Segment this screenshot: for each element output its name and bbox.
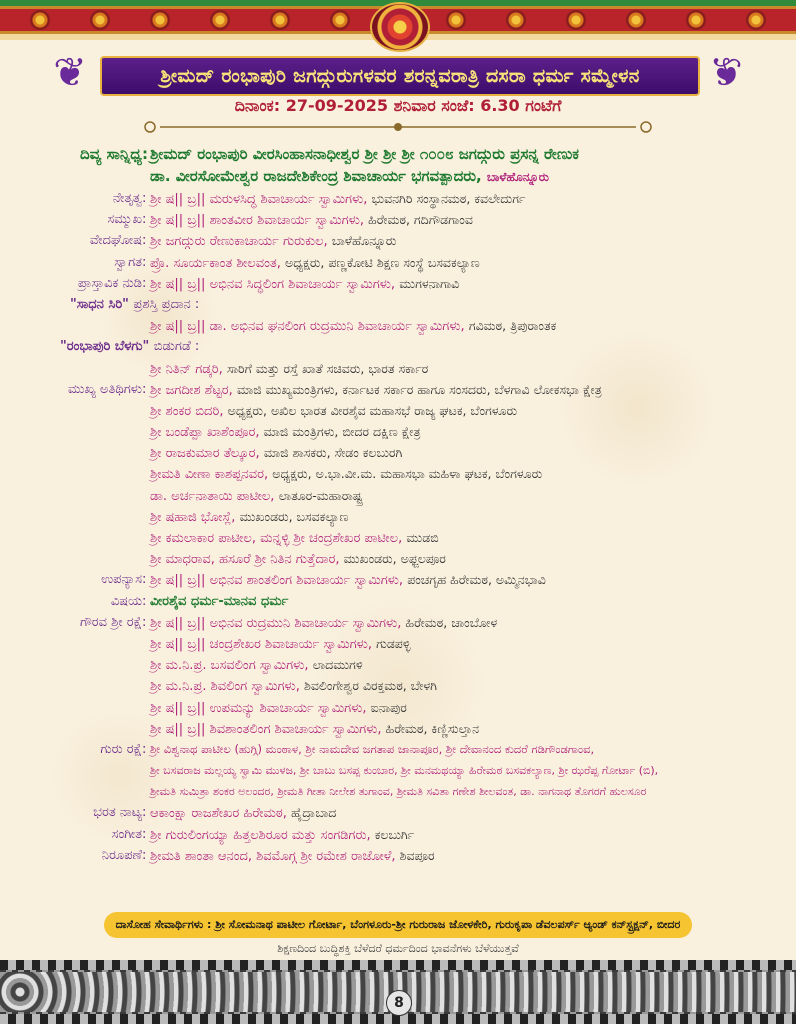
row-name: ಶ್ರೀ ಷ|| ಬ್ರ|| ಉಪಮನ್ಯು ಶಿವಾಚಾರ್ಯ ಸ್ವಾಮಿಗಳು,: [150, 700, 367, 716]
sadhana-title-row: [0, 294, 796, 315]
guest-row: [0, 548, 796, 569]
row-place: ಶಿವಪೂರ: [399, 847, 435, 863]
sadhana-row: [0, 315, 796, 336]
row-label: ಸಂಗೀತ: [111, 826, 142, 842]
flower-ornament-icon: [686, 10, 706, 30]
guest-row: [0, 527, 796, 548]
program-row: ಸ್ವಾಗತ : ಪ್ರೊ. ಸೂರ್ಯಕಾಂತ ಶೀಲವಂತ, ಅಧ್ಯಕ್ಷರು, ಪಣ್ಣಕೋಟಿ ಶಿಕ್ಷಣ ಸಂಸ್ಥೆ ಬಸವಕಲ್ಯಾಣ: [0, 252, 796, 273]
page-number: 8: [386, 990, 412, 1016]
row-place: ಹಿರೇಮಠ, ಕಿಣ್ಣಿಸುಲ್ತಾನ: [385, 720, 480, 736]
row-name: ಶ್ರೀ ಷ|| ಬ್ರ|| ಶಾಂತವೀರ ಶಿವಾಚಾರ್ಯ ಸ್ವಾಮಿಗಳು,: [150, 213, 364, 229]
row-name: ಶ್ರೀಮತಿ ಶಾಂತಾ ಆನಂದ, ಶಿವಮೊಗ್ಗ ಶ್ರೀ ರಮೇಶ ರಾಜೋಳೆ,: [150, 848, 396, 864]
row-label: ಸ್ವಾಗತ: [114, 254, 142, 270]
row-name: ಆಕಾಂಕ್ಷಾ ರಾಜಶೇಖರ ಹಿರೇಮಠ,: [150, 806, 287, 822]
rambhapuri-release-title: "ರಂಭಾಪುರಿ ಬೆಳಗು": [60, 339, 150, 355]
row-place: ಮುಡಬಿ: [406, 530, 439, 545]
sponsor-text: ದಾಸೋಹ ಸೇವಾರ್ಥಿಗಳು : ಶ್ರೀ ಸೋಮನಾಥ ಪಾಟೀಲ ಗೋರ್ಟಾ, ಬೆಂಗಳೂರು-ಶ್ರೀ ಗುರುರಾಜ ಜೋಳಕೇರಿ, ಗುರುಕೃಪಾ ಡೆವಲಪರ್ಸ್ ಆ್ಯಂಡ್ ಕನ್‌ಸ್ಟ್ರಕ್ಷನ್, ಬೀದರ: [115, 918, 681, 931]
row-name: ಶ್ರೀ ಷ|| ಬ್ರ|| ಮರುಳಸಿದ್ಧ ಶಿವಾಚಾರ್ಯ ಸ್ವಾಮಿಗಳು,: [150, 192, 368, 207]
sangeeta-row: ಸಂಗೀತ : ಶ್ರೀ ಗುರುಲಿಂಗಯ್ಯಾ ಹಿತ್ತಲಶಿರೂರ ಮತ್ತು ಸಂಗಡಿಗರು, ಕಲಬುರ್ಗಿ: [0, 824, 796, 845]
nirupane-row: ನಿರೂಪಣೆ : ಶ್ರೀಮತಿ ಶಾಂತಾ ಆನಂದ, ಶಿವಮೊಗ್ಗ ಶ್ರೀ ರಮೇಶ ರಾಜೋಳೆ, ಶಿವಪೂರ: [0, 845, 796, 866]
guru-line: ಶ್ರೀಮತಿ ಸುಮಿತ್ರಾ ಶಂಕರ ಅಲಂದರ, ಶ್ರೀಮತಿ ಗೀತಾ ನೀಲೇಶ ತುಗಾಂವ, ಶ್ರೀಮತಿ ಸವಿತಾ ಗಣೇಶ ಶೀಲವಂತ, ಡಾ. ನಾಗನಾಥ ತೊಗರಗೆ ಹುಲಸೂರ: [150, 785, 647, 799]
row-place: ಐನಾಪುರ: [370, 699, 407, 715]
row-name: ಪ್ರೊ. ಸೂರ್ಯಕಾಂತ ಶೀಲವಂತ,: [150, 255, 281, 271]
row-name: ಶ್ರೀ ಷ|| ಬ್ರ|| ಅಭಿನವ ಶಾಂತಲಿಂಗ ಶಿವಾಚಾರ್ಯ ಸ್ವಾಮಿಗಳು,: [150, 573, 404, 589]
row-name: ಶ್ರೀ ರಾಜಕುಮಾರ ತೆಲ್ಕೂರ,: [150, 446, 260, 462]
row-name: ಶ್ರೀ ಷ|| ಬ್ರ|| ಅಭಿನವ ರುದ್ರಮುನಿ ಶಿವಾಚಾರ್ಯ ಸ್ವಾಮಿಗಳು,: [150, 615, 402, 631]
row-place: ಮುಖಂಡರು, ಬಸವಕಲ್ಯಾಣ: [239, 508, 349, 524]
row-label: ಗೌರವ ಶ್ರೀ ರಕ್ಷೆ: [79, 614, 142, 630]
row-place: ಲಾದಮುಗಳಿ: [312, 657, 363, 673]
row-place: ಹಿರೇಮಠ, ಗದಿಗೌಡಗಾಂವ: [368, 212, 473, 228]
decorative-divider: [140, 120, 656, 134]
gaurava-row: [0, 633, 796, 654]
row-name: ಶ್ರೀ ಕಮಲಾಕಾರ ಪಾಟೀಲ, ಮನ್ನಳ್ಳಿ ಶ್ರೀ ಚಂದ್ರಶೇಖರ ಪಾಟೀಲ,: [150, 531, 403, 546]
row-name: ಶ್ರೀ ಮ.ನಿ.ಪ್ರ. ಶಿವಲಿಂಗ ಸ್ವಾಮಿಗಳು,: [150, 679, 300, 695]
right-scroll-ornament-icon: ❦: [709, 50, 743, 96]
row-label: ಮುಖ್ಯ ಅತಿಥಿಗಳು: [68, 381, 142, 397]
row-place: ಬಾಳೆಹೊನ್ನೂರು: [331, 233, 397, 249]
row-name: ಶ್ರೀ ಷ|| ಬ್ರ|| ಅಭಿನವ ಸಿದ್ಧಲಿಂಗ ಶಿವಾಚಾರ್ಯ ಸ್ವಾಮಿಗಳು,: [150, 276, 396, 292]
flower-ornament-icon: [90, 10, 110, 30]
row-place: ಮುಗಳನಾಗಾವಿ: [399, 275, 460, 291]
program-content: [0, 144, 796, 866]
vishaya-row: ವಿಷಯ : ವೀರಶೈವ ಧರ್ಮ-ಮಾನವ ಧರ್ಮ: [0, 591, 796, 612]
guru-row: [0, 760, 796, 781]
row-place: ಗುಡಪಳ್ಳಿ: [376, 635, 411, 651]
program-row: ವೇದಘೋಷ : ಶ್ರೀ ಜಗದ್ಗುರು ರೇಣುಕಾಚಾರ್ಯ ಗುರುಕುಲ, ಬಾಳೆಹೊನ್ನೂರು: [0, 230, 796, 251]
flower-ornament-icon: [626, 10, 646, 30]
row-name: ಶ್ರೀ ಶಂಕರ ಬಿದರಿ,: [150, 403, 224, 419]
guest-row: [0, 506, 796, 527]
topic-value: ವೀರಶೈವ ಧರ್ಮ-ಮಾನವ ಧರ್ಮ: [150, 593, 289, 609]
row-label: ಗುರು ರಕ್ಷೆ: [100, 741, 142, 757]
row-place: ಅಧ್ಯಕ್ಷರು, ಪಣ್ಣಕೋಟಿ ಶಿಕ್ಷಣ ಸಂಸ್ಥೆ ಬಸವಕಲ್ಯಾಣ: [285, 254, 480, 270]
upanyasa-row: ಉಪನ್ಯಾಸ : ಶ್ರೀ ಷ|| ಬ್ರ|| ಅಭಿನವ ಶಾಂತಲಿಂಗ ಶಿವಾಚಾರ್ಯ ಸ್ವಾಮಿಗಳು, ಪಂಚಗೃಹ ಹಿರೇಮಠ, ಅಮ್ಮಿನಭಾವಿ: [0, 569, 796, 590]
row-name: ಡಾ. ಅರ್ಚನಾತಾಯಿ ಪಾಟೀಲ,: [150, 488, 275, 504]
row-place: ಮಾಜಿ ಶಾಸಕರು, ಸೇಡಂ ಕಲಬುರಗಿ: [263, 445, 403, 461]
sponsor-bar: [104, 912, 692, 938]
title-banner: [100, 56, 700, 96]
flower-ornament-icon: [330, 10, 350, 30]
guest-row: [0, 421, 796, 442]
flower-ornament-icon: [506, 10, 526, 30]
row-label: ಉಪನ್ಯಾಸ: [101, 572, 142, 588]
row-name: ಶ್ರೀ ಮ.ನಿ.ಪ್ರ. ಬಸವಲಿಂಗ ಸ್ವಾಮಿಗಳು,: [150, 658, 309, 674]
flower-ornament-icon: [210, 10, 230, 30]
left-scroll-ornament-icon: ❦: [53, 50, 87, 96]
rambhapuri-row: [0, 358, 796, 379]
tagline: ಶಿಕ್ಷಣದಿಂದ ಬುದ್ಧಿಶಕ್ತಿ ಬೆಳೆದರೆ ಧರ್ಮದಿಂದ ಭಾವನೆಗಳು ಬೆಳೆಯುತ್ತವೆ: [277, 942, 519, 955]
event-date-time: ದಿನಾಂಕ: 27-09-2025 ಶನಿವಾರ ಸಂಜೆ: 6.30 ಗಂಟೆಗೆ: [234, 96, 562, 115]
row-label: ಪ್ರಾಸ್ತಾವಿಕ ನುಡಿ: [77, 275, 142, 291]
rambhapuri-release-subtitle: ಬಿಡುಗಡೆ :: [153, 339, 200, 355]
row-label: ದಿವ್ಯ ಸಾನ್ನಿಧ್ಯ: [80, 145, 142, 163]
row-name: ಶ್ರೀ ಜಗದೀಶ ಶೆಟ್ಟರ,: [150, 382, 233, 398]
flower-ornament-icon: [30, 10, 50, 30]
center-flower-emblem-icon: [370, 2, 430, 52]
guest-row: [0, 463, 796, 484]
natya-row: ಭರತ ನಾಟ್ಯ : ಆಕಾಂಕ್ಷಾ ರಾಜಶೇಖರ ಹಿರೇಮಠ, ಹೈದ್ರಾಬಾದ: [0, 802, 796, 823]
row-place: ಲಾತೂರ-ಮಹಾರಾಷ್ಟ್ರ: [278, 487, 363, 503]
guru-line: ಶ್ರೀ ವಿಶ್ವನಾಥ ಪಾಟೀಲ (ಹುಗ್ಗಿ) ಮಂಠಾಳ, ಶ್ರೀ ನಾಮದೇವ ಜಗತಾಪ ಜಾನಾಪೂರ, ಶ್ರೀ ದೇವಾನಂದ ಕುದರೆ ಗಡಿಗೌಂಡಗಾಂವ,: [150, 741, 595, 756]
sadhana-award-title: "ಸಾಧನ ಸಿರಿ": [70, 296, 129, 312]
row-label: ಸಮ್ಮುಖ: [107, 212, 142, 228]
row-place: ಭುವನಗಿರಿ ಸಂಸ್ಥಾನಮಠ, ಕವಲೇದುರ್ಗ: [371, 191, 526, 206]
row-name: ಶ್ರೀ ಮಾಧರಾವ, ಹಸೂರೆ ಶ್ರೀ ನಿತಿನ ಗುತ್ತೆದಾರ,: [150, 552, 340, 568]
row-label: ಭರತ ನಾಟ್ಯ: [93, 805, 142, 821]
gaurava-row: [0, 675, 796, 696]
row-place: ಅಧ್ಯಕ್ಷರು, ಅಖಿಲ ಭಾರತ ವೀರಶೈವ ಮಹಾಸಭೆ ರಾಜ್ಯ ಘಟಕ, ಬೆಂಗಳೂರು: [227, 402, 518, 418]
row-name: ಶ್ರೀ ನಿತಿನ್ ಗಡ್ಕರಿ,: [150, 361, 223, 377]
row-name: ಶ್ರೀಮತಿ ವೀಣಾ ಕಾಶಪ್ಪನವರ,: [150, 467, 269, 483]
guru-row: [0, 781, 796, 802]
guru-row: ಗುರು ರಕ್ಷೆ : ಶ್ರೀ ವಿಶ್ವನಾಥ ಪಾಟೀಲ (ಹುಗ್ಗಿ) ಮಂಠಾಳ, ಶ್ರೀ ನಾಮದೇವ ಜಗತಾಪ ಜಾನಾಪೂರ, ಶ್ರೀ ದೇವಾನಂದ ಕುದರೆ ಗಡಿಗೌಂಡಗಾಂವ,: [0, 739, 796, 760]
presence-line-2: ಡಾ. ವೀರಸೋಮೇಶ್ವರ ರಾಜದೇಶಿಕೇಂದ್ರ ಶಿವಾಚಾರ್ಯ ಭಗವತ್ಪಾದರು,: [150, 167, 482, 185]
row-label: ವಿಷಯ: [110, 593, 142, 609]
row-place: ಮಾಜಿ ಮುಖ್ಯಮಂತ್ರಿಗಳು, ಕರ್ನಾಟಕ ಸರ್ಕಾರ ಹಾಗೂ ಸಂಸದರು, ಬೆಳಗಾವಿ ಲೋಕಸಭಾ ಕ್ಷೇತ್ರ: [236, 381, 602, 397]
row-place: ಹಿರೇಮಠ, ಚಾಂಬೋಳ: [405, 614, 498, 630]
row-label: ವೇದಘೋಷ: [89, 233, 142, 249]
row-name: ಶ್ರೀ ಷ|| ಬ್ರ|| ಡಾ. ಅಭಿನವ ಘನಲಿಂಗ ರುದ್ರಮುನಿ ಶಿವಾಚಾರ್ಯ ಸ್ವಾಮಿಗಳು,: [150, 319, 465, 335]
row-place: ಸಾರಿಗೆ ಮತ್ತು ರಸ್ತೆ ಖಾತೆ ಸಚಿವರು, ಭಾರತ ಸರ್ಕಾರ: [226, 360, 429, 376]
gaurava-row: [0, 697, 796, 718]
sadhana-award-subtitle: ಪ್ರಶಸ್ತಿ ಪ್ರದಾನ :: [133, 296, 200, 312]
row-name: ಶ್ರೀ ಷ|| ಬ್ರ|| ಶಿವಶಾಂತಲಿಂಗ ಶಿವಾಚಾರ್ಯ ಸ್ವಾಮಿಗಳು,: [150, 721, 382, 737]
row-place: ಹೈದ್ರಾಬಾದ: [291, 805, 337, 821]
presence-row-2: [0, 166, 796, 188]
program-row: ನೇತೃತ್ವ : ಶ್ರೀ ಷ|| ಬ್ರ|| ಮರುಳಸಿದ್ಧ ಶಿವಾಚಾರ್ಯ ಸ್ವಾಮಿಗಳು, ಭುವನಗಿರಿ ಸಂಸ್ಥಾನಮಠ, ಕವಲೇದುರ್ಗ: [0, 188, 796, 209]
row-place: ಪಂಚಗೃಹ ಹಿರೇಮಠ, ಅಮ್ಮಿನಭಾವಿ: [407, 572, 546, 588]
row-place: ಗವಿಮಠ, ತ್ರಿಪುರಾಂತಕ: [468, 318, 557, 334]
flower-ornament-icon: [270, 10, 290, 30]
rambhapuri-title-row: [0, 336, 796, 357]
row-name: ಶ್ರೀ ಷಹಾಜಿ ಭೋಸ್ಲೆ,: [150, 509, 236, 525]
program-row: ಸಮ್ಮುಖ : ಶ್ರೀ ಷ|| ಬ್ರ|| ಶಾಂತವೀರ ಶಿವಾಚಾರ್ಯ ಸ್ವಾಮಿಗಳು, ಹಿರೇಮಠ, ಗದಿಗೌಡಗಾಂವ: [0, 209, 796, 230]
flower-ornament-icon: [566, 10, 586, 30]
row-place: ಮುಖಂಡರು, ಅಫ್ಜಲಪೂರ: [343, 551, 446, 567]
row-label: ನಿರೂಪಣೆ: [101, 847, 142, 863]
gaurava-row: [0, 718, 796, 739]
guest-row: [0, 485, 796, 506]
flower-ornament-icon: [446, 10, 466, 30]
row-name: ಶ್ರೀ ಜಗದ್ಗುರು ರೇಣುಕಾಚಾರ್ಯ ಗುರುಕುಲ,: [150, 234, 328, 250]
guest-row: [0, 442, 796, 463]
gaurava-row: [0, 654, 796, 675]
flower-ornament-icon: [150, 10, 170, 30]
row-label: ನೇತೃತ್ವ: [112, 191, 142, 206]
row-place: ಮಾಜಿ ಮಂತ್ರಿಗಳು, ಬೀದರ ದಕ್ಷಿಣ ಕ್ಷೇತ್ರ: [263, 424, 421, 440]
flower-ornament-icon: [746, 10, 766, 30]
guru-line: ಶ್ರೀ ಬಸವರಾಜ ಮಲ್ಲಯ್ಯ ಸ್ವಾಮಿ ಮುಳಜ, ಶ್ರೀ ಬಾಬು ಬಸಪ್ಪ ಕುಂಬಾರ, ಶ್ರೀ ಮನಮಥಯ್ಯಾ ಹಿರೇಮಠ ಬಸವಕಲ್ಯಾಣ, ಶ್ರೀ ಝರೆಪ್ಪ ಗೋರ್ಟಾ (ಬಿ),: [150, 764, 659, 778]
gaurava-row: ಗೌರವ ಶ್ರೀ ರಕ್ಷೆ : ಶ್ರೀ ಷ|| ಬ್ರ|| ಅಭಿನವ ರುದ್ರಮುನಿ ಶಿವಾಚಾರ್ಯ ಸ್ವಾಮಿಗಳು, ಹಿರೇಮಠ, ಚಾಂಬೋಳ: [0, 612, 796, 633]
row-place: ಅಧ್ಯಕ್ಷರು, ಅ.ಭಾ.ವೀ.ಮ. ಮಹಾಸಭಾ ಮಹಿಳಾ ಘಟಕ, ಬೆಂಗಳೂರು: [272, 466, 543, 482]
presence-place: ಬಾಳೆಹೊನ್ನೂರು: [486, 170, 549, 184]
row-place: ಕಲಬುರ್ಗಿ: [374, 826, 415, 842]
guest-row: ಮುಖ್ಯ ಅತಿಥಿಗಳು : ಶ್ರೀ ಜಗದೀಶ ಶೆಟ್ಟರ, ಮಾಜಿ ಮುಖ್ಯಮಂತ್ರಿಗಳು, ಕರ್ನಾಟಕ ಸರ್ಕಾರ ಹಾಗೂ ಸಂಸದರು, ಬೆಳಗಾವಿ ಲೋಕಸಭಾ ಕ್ಷೇತ್ರ: [0, 379, 796, 400]
row-name: ಶ್ರೀ ಬಂಡೆಪ್ಪಾ ಖಾಶೆಂಪೂರ,: [150, 425, 260, 441]
page-title: ಶ್ರೀಮದ್ ರಂಭಾಪುರಿ ಜಗದ್ಗುರುಗಳವರ ಶರನ್ನವರಾತ್ರಿ ದಸರಾ ಧರ್ಮ ಸಮ್ಮೇಳನ: [160, 65, 640, 87]
program-row: ಪ್ರಾಸ್ತಾವಿಕ ನುಡಿ : ಶ್ರೀ ಷ|| ಬ್ರ|| ಅಭಿನವ ಸಿದ್ಧಲಿಂಗ ಶಿವಾಚಾರ್ಯ ಸ್ವಾಮಿಗಳು, ಮುಗಳನಾಗಾವಿ: [0, 273, 796, 294]
row-name: ಶ್ರೀ ಗುರುಲಿಂಗಯ್ಯಾ ಹಿತ್ತಲಶಿರೂರ ಮತ್ತು ಸಂಗಡಿಗರು,: [150, 827, 371, 843]
presence-row: ದಿವ್ಯ ಸಾನ್ನಿಧ್ಯ : ಶ್ರೀಮದ್ ರಂಭಾಪುರಿ ವೀರಸಿಂಹಾಸನಾಧೀಶ್ವರ ಶ್ರೀ ಶ್ರೀ ಶ್ರೀ ೧೦೦೮ ಜಗದ್ಗುರು ಪ್ರಸನ್ನ ರೇಣುಕ: [80, 145, 579, 163]
presence-line-1: ಶ್ರೀಮದ್ ರಂಭಾಪುರಿ ವೀರಸಿಂಹಾಸನಾಧೀಶ್ವರ ಶ್ರೀ ಶ್ರೀ ಶ್ರೀ ೧೦೦೮ ಜಗದ್ಗುರು ಪ್ರಸನ್ನ ರೇಣುಕ: [150, 145, 579, 163]
row-place: ಶಿವಲಿಂಗೇಶ್ವರ ವಿರಕ್ತಮಠ, ಬೇಳಗಿ: [304, 678, 438, 694]
guest-row: [0, 400, 796, 421]
row-name: ಶ್ರೀ ಷ|| ಬ್ರ|| ಚಂದ್ರಶೇಖರ ಶಿವಾಚಾರ್ಯ ಸ್ವಾಮಿಗಳು,: [150, 636, 372, 652]
